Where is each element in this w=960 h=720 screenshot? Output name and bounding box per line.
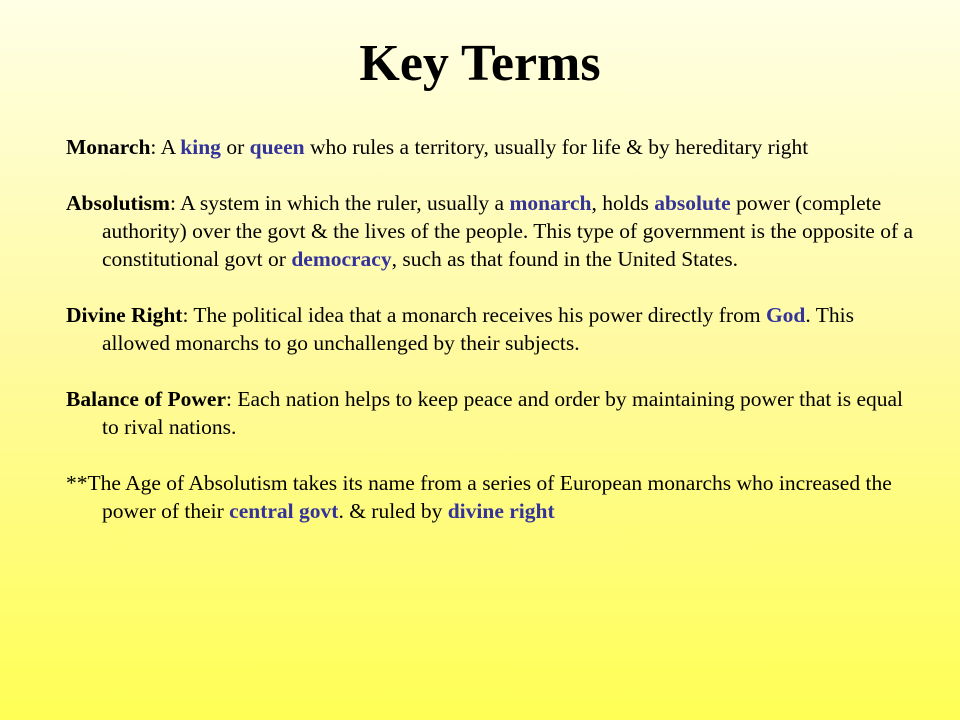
- term-name: Divine Right: [66, 303, 183, 327]
- definition-text: . & ruled by: [338, 499, 448, 523]
- definition-text: . This allowed monarchs to go unchallenged by their subjects.: [102, 303, 854, 355]
- term-entry: [66, 385, 916, 441]
- definition-text: or: [220, 135, 250, 159]
- definition-text: : The political idea that a monarch receives his power directly from: [182, 303, 766, 327]
- term-entry: [66, 133, 916, 161]
- highlighted-word: monarch: [509, 191, 592, 215]
- highlighted-word: absolute: [654, 191, 731, 215]
- definition-text: : Each nation helps to keep peace and order by maintaining power that is equal to rival nations.: [102, 387, 904, 439]
- term-name: Balance of Power: [66, 387, 227, 411]
- definition-text: , holds: [591, 191, 655, 215]
- highlighted-word: king: [180, 135, 221, 159]
- term-name: Monarch: [66, 135, 151, 159]
- highlighted-word: queen: [249, 135, 305, 159]
- term-entry: [66, 189, 916, 273]
- term-name: Absolutism: [66, 191, 170, 215]
- definition-text: : A: [150, 135, 181, 159]
- term-entry: [66, 469, 916, 525]
- definition-text: who rules a territory, usually for life & by hereditary right: [304, 135, 809, 159]
- highlighted-word: democracy: [291, 247, 392, 271]
- highlighted-word: central govt: [229, 499, 339, 523]
- terms-list: [66, 133, 916, 525]
- highlighted-word: God: [765, 303, 806, 327]
- definition-text: , such as that found in the United States.: [391, 247, 738, 271]
- definition-text: power (complete authority) over the govt & the lives of the people. This type of government is the opposite of a constitutional govt or: [102, 191, 914, 271]
- slide-title: Key Terms: [359, 35, 601, 92]
- definition-text: **The Age of Absolutism takes its name from a series of European monarchs who increased the power of their: [66, 471, 892, 523]
- highlighted-word: divine right: [447, 499, 555, 523]
- definition-text: : A system in which the ruler, usually a: [169, 191, 510, 215]
- term-entry: [66, 301, 916, 357]
